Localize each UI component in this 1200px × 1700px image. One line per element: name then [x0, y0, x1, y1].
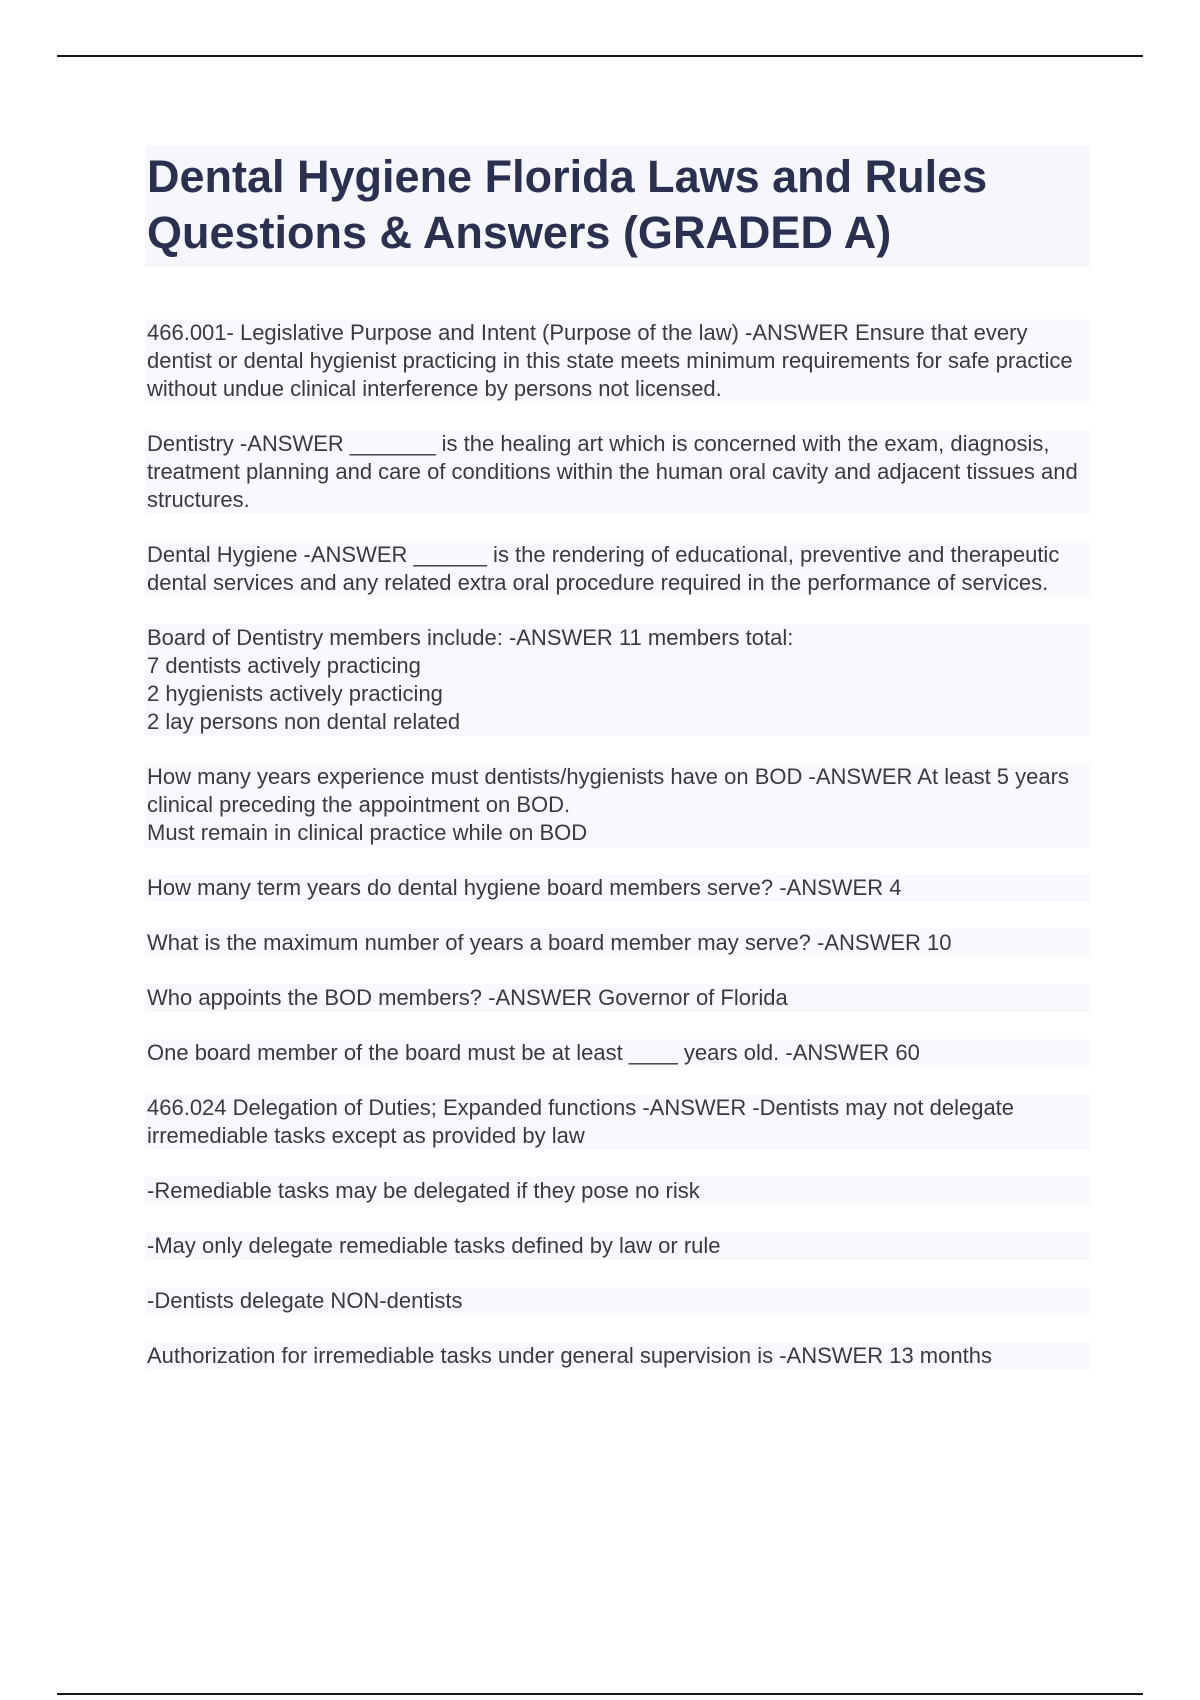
qa-item-board-members: Board of Dentistry members include: -ANSWER 11 members total: 7 dentists actively practicing 2 hygienists actively practicing 2 lay persons non dental related [145, 624, 1090, 736]
qa-item-remediable-defined: -May only delegate remediable tasks defined by law or rule [145, 1232, 1090, 1260]
bottom-rule [57, 1693, 1143, 1695]
qa-item-delegation: 466.024 Delegation of Duties; Expanded functions -ANSWER -Dentists may not delegate irremediable tasks except as provided by law [145, 1094, 1090, 1150]
qa-item-dental-hygiene: Dental Hygiene -ANSWER ______ is the rendering of educational, preventive and therapeutic dental services and any related extra oral procedure required in the performance of services. [145, 541, 1090, 597]
qa-item-years-experience: How many years experience must dentists/hygienists have on BOD -ANSWER At least 5 years clinical preceding the appointment on BOD. Must remain in clinical practice while on BOD [145, 763, 1090, 847]
document-title: Dental Hygiene Florida Laws and Rules Questions & Answers (GRADED A) [145, 145, 1090, 267]
qa-item-remediable-no-risk: -Remediable tasks may be delegated if they pose no risk [145, 1177, 1090, 1205]
qa-item-minimum-age: One board member of the board must be at least ____ years old. -ANSWER 60 [145, 1039, 1090, 1067]
qa-item-legislative-purpose: 466.001- Legislative Purpose and Intent (Purpose of the law) -ANSWER Ensure that every dentist or dental hygienist practicing in this state meets minimum requirements for safe practice without undue clinical interference by persons not licensed. [145, 319, 1090, 403]
top-rule [57, 55, 1143, 57]
qa-item-non-dentists: -Dentists delegate NON-dentists [145, 1287, 1090, 1315]
document-page [145, 145, 1090, 1397]
qa-item-appoints: Who appoints the BOD members? -ANSWER Governor of Florida [145, 984, 1090, 1012]
qa-item-max-years: What is the maximum number of years a board member may serve? -ANSWER 10 [145, 929, 1090, 957]
qa-item-dentistry: Dentistry -ANSWER _______ is the healing art which is concerned with the exam, diagnosis, treatment planning and care of conditions within the human oral cavity and adjacent tissues and structures. [145, 430, 1090, 514]
qa-list [145, 319, 1090, 1370]
qa-item-term-years: How many term years do dental hygiene board members serve? -ANSWER 4 [145, 874, 1090, 902]
qa-item-authorization: Authorization for irremediable tasks under general supervision is -ANSWER 13 months [145, 1342, 1090, 1370]
